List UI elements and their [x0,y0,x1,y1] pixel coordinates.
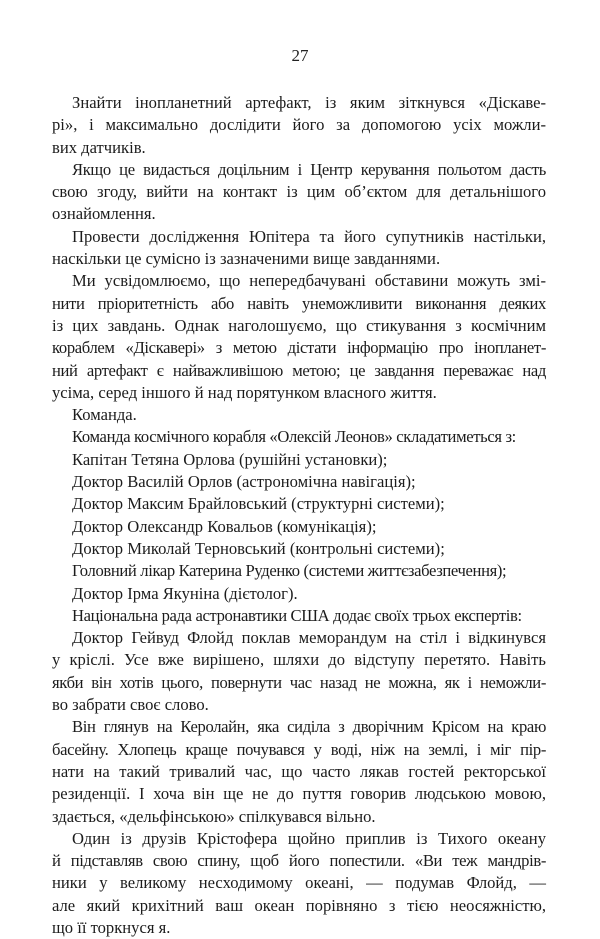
text-line: Один із друзів Крістофера щойно приплив із Тихого океану [72,828,546,848]
text-line: ники у великому несходимому океані, — подумав Флойд, — [52,873,546,893]
text-line: Національна рада астронавтики США додає своїх трьох експертів: [72,605,522,625]
text-line: нити пріоритетність або навіть унеможливити виконання деяких [52,293,546,313]
text-line: Якщо це видасться доцільним і Центр керування польотом дасть [72,159,546,179]
text-line: ознайомлення. [52,204,156,224]
text-line: Доктор Гейвуд Флойд поклав меморандум на стіл і відкинувся [72,628,546,648]
text-line: Доктор Олександр Ковальов (комунікація); [72,516,377,536]
text-line: Головний лікар Катерина Руденко (системи життєзабезпечення); [72,561,507,581]
body-text [52,92,546,939]
text-line: кораблем «Діскавері» з метою дістати інформацію про інопланет- [52,338,546,358]
text-line: Доктор Василій Орлов (астрономічна навігація); [72,472,416,492]
text-line: у кріслі. Усе вже вирішено, шляхи до відступу перетято. Навіть [52,650,546,670]
text-line: Він глянув на Керолайн, яка сиділа з дворічним Крісом на краю [72,717,546,737]
text-line: рі», і максимально дослідити його за допомогою усіх можли- [52,115,546,135]
text-line: ний артефакт є найважливішою метою; це завдання переважає над [52,360,546,380]
text-line: Ми усвідомлюємо, що непередбачувані обставини можуть змі- [72,271,546,291]
text-line: Провести дослідження Юпітера та його супутників настільки, [72,226,546,246]
text-line: якби він хотів цього, повернути час назад не можна, як і неможли- [52,672,546,692]
text-line: резиденції. І хоча він ще не до пуття говорив людською мовою, [52,784,546,804]
text-line: Доктор Миколай Терновський (контрольні системи); [72,538,445,558]
text-line: здається, «дельфінською» спілкувався вільно. [52,806,376,826]
text-line: Капітан Тетяна Орлова (рушійні установки); [72,449,388,469]
page-number: 27 [291,46,309,65]
text-line: але який крихітний ваш океан порівняно з тією неосяжністю, [52,895,546,915]
text-line: й підставляв свою спину, щоб його попестили. «Ви теж мандрів- [52,851,546,871]
text-line: Доктор Максим Брайловський (структурні системи); [72,494,445,514]
text-line: Знайти інопланетний артефакт, із яким зіткнувся «Діскаве- [72,93,546,112]
text-line: вих датчиків. [52,137,146,157]
text-line: що її торкнуся я. [52,917,171,937]
text-line: свою згоду, вийти на контакт із цим об’єктом для детальнішого [52,182,546,202]
text-line: Команда. [72,405,137,425]
text-line: наскільки це сумісно із зазначеними вище завданнями. [52,249,441,269]
text-line: басейну. Хлопець краще почувався у воді, ніж на землі, і міг пір- [52,739,546,759]
text-line: нати на такий тривалий час, що часто лякав гостей ректорської [52,761,546,781]
text-line: усіма, серед іншого й над порятунком власного життя. [52,382,437,402]
text-line: із цих завдань. Однак наголошуємо, що стикування з космічним [52,315,546,335]
text-line: во забрати своє слово. [52,695,209,715]
text-line: Команда космічного корабля «Олексій Леонов» складатиметься з: [72,427,516,447]
text-line: Доктор Ірма Якуніна (дієтолог). [72,583,298,603]
